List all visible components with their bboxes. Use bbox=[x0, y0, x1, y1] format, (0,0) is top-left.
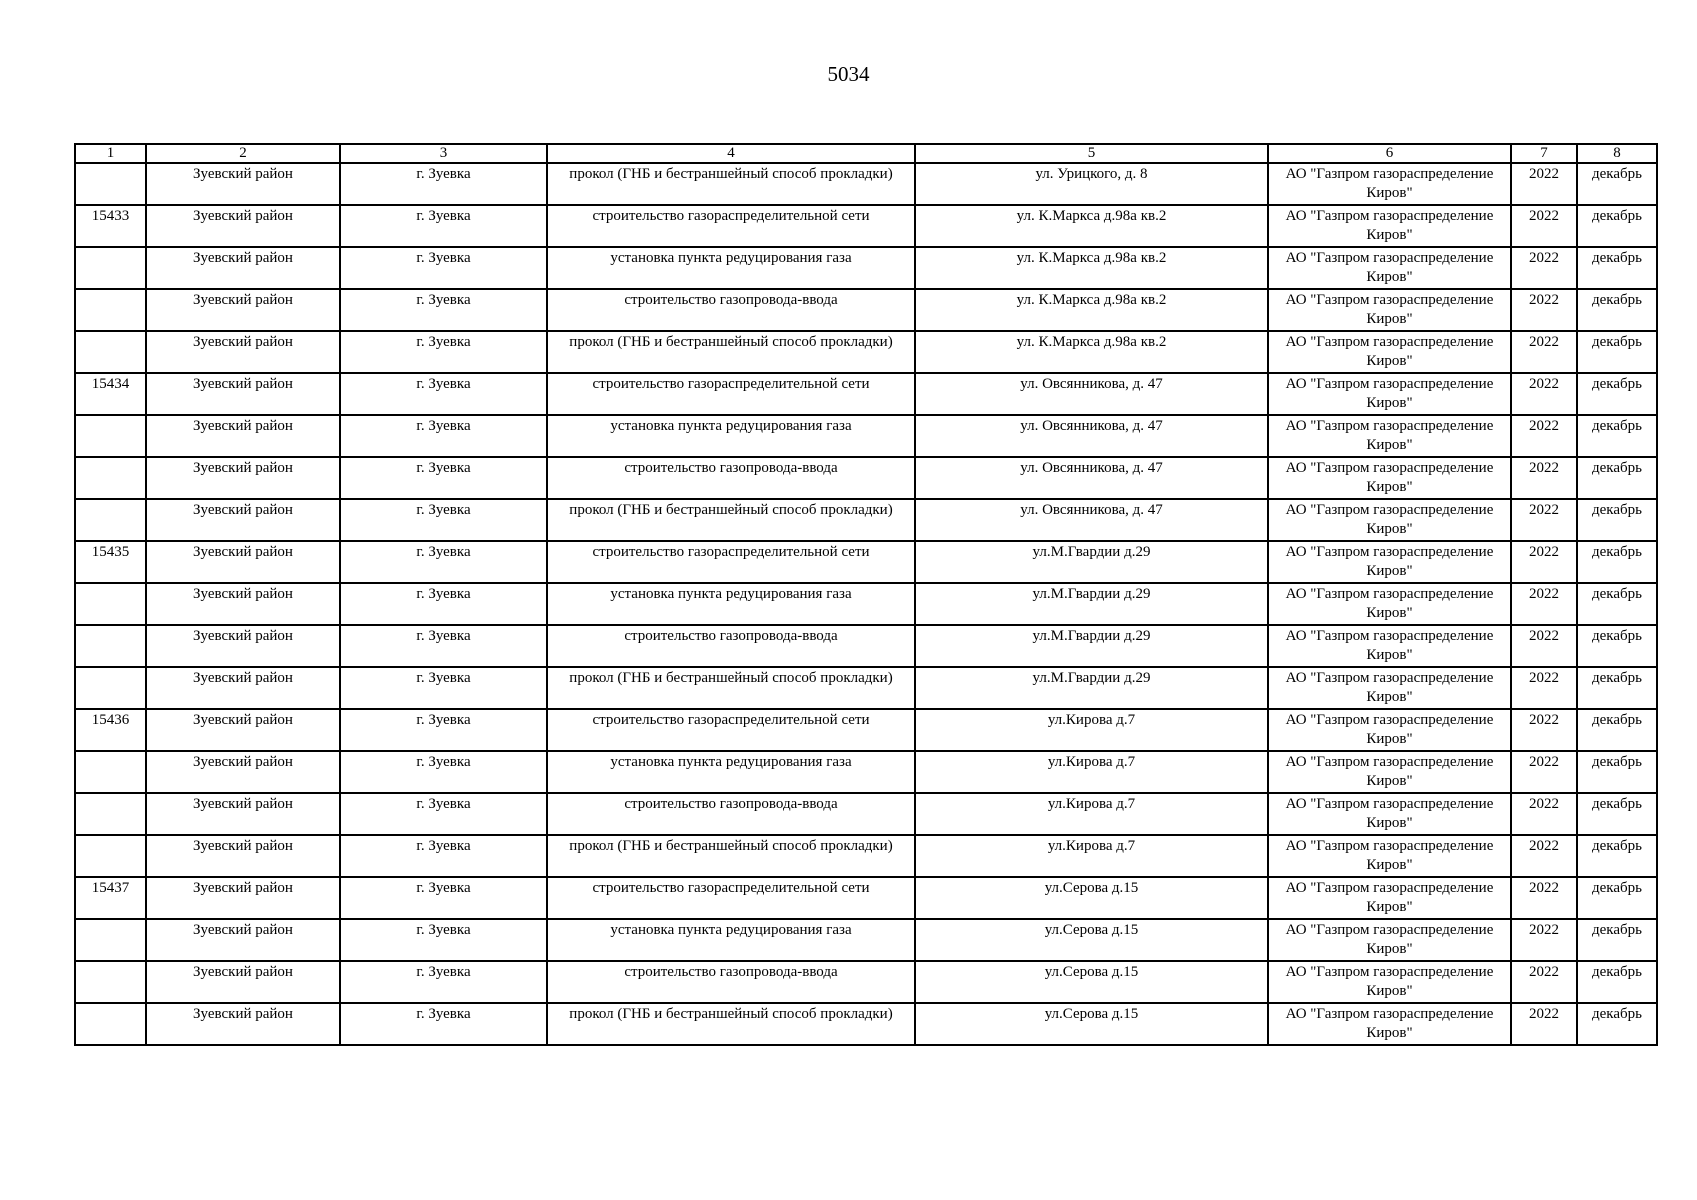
cell-locality: г. Зуевка bbox=[340, 709, 547, 751]
cell-month: декабрь bbox=[1577, 583, 1657, 625]
cell-year: 2022 bbox=[1511, 961, 1577, 1003]
table-row bbox=[75, 835, 1657, 877]
cell-district: Зуевский район bbox=[146, 289, 340, 331]
cell-month: декабрь bbox=[1577, 1003, 1657, 1045]
cell-work-type: строительство газораспределительной сети bbox=[547, 709, 915, 751]
cell-organization: АО "Газпром газораспределение Киров" bbox=[1268, 415, 1511, 457]
cell-year: 2022 bbox=[1511, 877, 1577, 919]
cell-district: Зуевский район bbox=[146, 247, 340, 289]
cell-address: ул. Урицкого, д. 8 bbox=[915, 163, 1268, 205]
cell-work-type: строительство газораспределительной сети bbox=[547, 877, 915, 919]
cell-organization: АО "Газпром газораспределение Киров" bbox=[1268, 709, 1511, 751]
cell-month: декабрь bbox=[1577, 919, 1657, 961]
cell-number: 15434 bbox=[75, 373, 146, 415]
cell-work-type: прокол (ГНБ и бестраншейный способ прокладки) bbox=[547, 331, 915, 373]
cell-year: 2022 bbox=[1511, 667, 1577, 709]
cell-address: ул.Серова д.15 bbox=[915, 877, 1268, 919]
cell-number: 15437 bbox=[75, 877, 146, 919]
cell-address: ул.М.Гвардии д.29 bbox=[915, 667, 1268, 709]
cell-month: декабрь bbox=[1577, 961, 1657, 1003]
header-cell-3: 3 bbox=[340, 144, 547, 163]
cell-work-type: строительство газопровода-ввода bbox=[547, 289, 915, 331]
cell-month: декабрь bbox=[1577, 877, 1657, 919]
cell-year: 2022 bbox=[1511, 457, 1577, 499]
cell-locality: г. Зуевка bbox=[340, 667, 547, 709]
cell-district: Зуевский район bbox=[146, 331, 340, 373]
cell-organization: АО "Газпром газораспределение Киров" bbox=[1268, 667, 1511, 709]
cell-organization: АО "Газпром газораспределение Киров" bbox=[1268, 835, 1511, 877]
cell-district: Зуевский район bbox=[146, 625, 340, 667]
cell-month: декабрь bbox=[1577, 373, 1657, 415]
header-cell-2: 2 bbox=[146, 144, 340, 163]
table-row bbox=[75, 499, 1657, 541]
cell-number: 15436 bbox=[75, 709, 146, 751]
cell-work-type: строительство газораспределительной сети bbox=[547, 205, 915, 247]
cell-year: 2022 bbox=[1511, 625, 1577, 667]
cell-organization: АО "Газпром газораспределение Киров" bbox=[1268, 877, 1511, 919]
cell-district: Зуевский район bbox=[146, 793, 340, 835]
cell-year: 2022 bbox=[1511, 1003, 1577, 1045]
cell-organization: АО "Газпром газораспределение Киров" bbox=[1268, 373, 1511, 415]
table-row bbox=[75, 1003, 1657, 1045]
cell-month: декабрь bbox=[1577, 247, 1657, 289]
cell-work-type: установка пункта редуцирования газа bbox=[547, 919, 915, 961]
header-cell-1: 1 bbox=[75, 144, 146, 163]
table-row bbox=[75, 163, 1657, 205]
cell-district: Зуевский район bbox=[146, 919, 340, 961]
cell-number: 15435 bbox=[75, 541, 146, 583]
cell-year: 2022 bbox=[1511, 541, 1577, 583]
cell-year: 2022 bbox=[1511, 751, 1577, 793]
cell-locality: г. Зуевка bbox=[340, 877, 547, 919]
header-row bbox=[75, 144, 1657, 163]
cell-address: ул.М.Гвардии д.29 bbox=[915, 583, 1268, 625]
cell-address: ул. Овсянникова, д. 47 bbox=[915, 499, 1268, 541]
cell-work-type: установка пункта редуцирования газа bbox=[547, 247, 915, 289]
cell-number: 15433 bbox=[75, 205, 146, 247]
cell-work-type: прокол (ГНБ и бестраншейный способ прокладки) bbox=[547, 163, 915, 205]
table-row bbox=[75, 667, 1657, 709]
cell-district: Зуевский район bbox=[146, 373, 340, 415]
table-row bbox=[75, 415, 1657, 457]
cell-district: Зуевский район bbox=[146, 583, 340, 625]
table-row bbox=[75, 919, 1657, 961]
cell-organization: АО "Газпром газораспределение Киров" bbox=[1268, 919, 1511, 961]
cell-year: 2022 bbox=[1511, 793, 1577, 835]
cell-organization: АО "Газпром газораспределение Киров" bbox=[1268, 163, 1511, 205]
cell-address: ул. К.Маркса д.98а кв.2 bbox=[915, 247, 1268, 289]
table-body bbox=[75, 163, 1657, 1045]
header-cell-6: 6 bbox=[1268, 144, 1511, 163]
cell-address: ул.Кирова д.7 bbox=[915, 751, 1268, 793]
cell-work-type: строительство газопровода-ввода bbox=[547, 793, 915, 835]
cell-address: ул. Овсянникова, д. 47 bbox=[915, 415, 1268, 457]
registry-table bbox=[74, 143, 1658, 1046]
cell-year: 2022 bbox=[1511, 163, 1577, 205]
cell-work-type: установка пункта редуцирования газа bbox=[547, 751, 915, 793]
cell-number bbox=[75, 499, 146, 541]
cell-organization: АО "Газпром газораспределение Киров" bbox=[1268, 205, 1511, 247]
cell-address: ул.М.Гвардии д.29 bbox=[915, 625, 1268, 667]
cell-number bbox=[75, 667, 146, 709]
cell-work-type: установка пункта редуцирования газа bbox=[547, 415, 915, 457]
cell-locality: г. Зуевка bbox=[340, 457, 547, 499]
cell-number bbox=[75, 247, 146, 289]
cell-year: 2022 bbox=[1511, 499, 1577, 541]
cell-month: декабрь bbox=[1577, 541, 1657, 583]
cell-locality: г. Зуевка bbox=[340, 751, 547, 793]
cell-organization: АО "Газпром газораспределение Киров" bbox=[1268, 1003, 1511, 1045]
cell-district: Зуевский район bbox=[146, 541, 340, 583]
cell-district: Зуевский район bbox=[146, 499, 340, 541]
page-number: 5034 bbox=[827, 62, 870, 86]
cell-month: декабрь bbox=[1577, 835, 1657, 877]
cell-locality: г. Зуевка bbox=[340, 331, 547, 373]
cell-organization: АО "Газпром газораспределение Киров" bbox=[1268, 289, 1511, 331]
cell-month: декабрь bbox=[1577, 667, 1657, 709]
cell-year: 2022 bbox=[1511, 289, 1577, 331]
cell-locality: г. Зуевка bbox=[340, 163, 547, 205]
cell-work-type: строительство газораспределительной сети bbox=[547, 541, 915, 583]
table-row bbox=[75, 457, 1657, 499]
cell-locality: г. Зуевка bbox=[340, 583, 547, 625]
cell-month: декабрь bbox=[1577, 415, 1657, 457]
cell-locality: г. Зуевка bbox=[340, 835, 547, 877]
cell-organization: АО "Газпром газораспределение Киров" bbox=[1268, 793, 1511, 835]
cell-year: 2022 bbox=[1511, 205, 1577, 247]
cell-work-type: строительство газопровода-ввода bbox=[547, 457, 915, 499]
cell-organization: АО "Газпром газораспределение Киров" bbox=[1268, 331, 1511, 373]
cell-district: Зуевский район bbox=[146, 163, 340, 205]
cell-address: ул.Кирова д.7 bbox=[915, 793, 1268, 835]
cell-year: 2022 bbox=[1511, 415, 1577, 457]
table-row bbox=[75, 373, 1657, 415]
cell-work-type: прокол (ГНБ и бестраншейный способ прокладки) bbox=[547, 1003, 915, 1045]
table-row bbox=[75, 625, 1657, 667]
cell-district: Зуевский район bbox=[146, 877, 340, 919]
cell-address: ул. Овсянникова, д. 47 bbox=[915, 457, 1268, 499]
table-row bbox=[75, 247, 1657, 289]
cell-locality: г. Зуевка bbox=[340, 541, 547, 583]
cell-month: декабрь bbox=[1577, 163, 1657, 205]
table-row bbox=[75, 709, 1657, 751]
table-row bbox=[75, 751, 1657, 793]
cell-number bbox=[75, 163, 146, 205]
cell-address: ул. К.Маркса д.98а кв.2 bbox=[915, 205, 1268, 247]
cell-month: декабрь bbox=[1577, 331, 1657, 373]
cell-number bbox=[75, 835, 146, 877]
cell-locality: г. Зуевка bbox=[340, 1003, 547, 1045]
cell-district: Зуевский район bbox=[146, 667, 340, 709]
table-row bbox=[75, 583, 1657, 625]
cell-locality: г. Зуевка bbox=[340, 961, 547, 1003]
cell-work-type: строительство газораспределительной сети bbox=[547, 373, 915, 415]
cell-month: декабрь bbox=[1577, 289, 1657, 331]
table-row bbox=[75, 289, 1657, 331]
cell-number bbox=[75, 751, 146, 793]
cell-district: Зуевский район bbox=[146, 205, 340, 247]
cell-district: Зуевский район bbox=[146, 1003, 340, 1045]
cell-number bbox=[75, 919, 146, 961]
cell-organization: АО "Газпром газораспределение Киров" bbox=[1268, 583, 1511, 625]
cell-district: Зуевский район bbox=[146, 751, 340, 793]
table-row bbox=[75, 793, 1657, 835]
cell-district: Зуевский район bbox=[146, 415, 340, 457]
cell-year: 2022 bbox=[1511, 331, 1577, 373]
cell-address: ул.Кирова д.7 bbox=[915, 709, 1268, 751]
cell-number bbox=[75, 625, 146, 667]
cell-organization: АО "Газпром газораспределение Киров" bbox=[1268, 541, 1511, 583]
cell-locality: г. Зуевка bbox=[340, 919, 547, 961]
cell-year: 2022 bbox=[1511, 373, 1577, 415]
cell-district: Зуевский район bbox=[146, 709, 340, 751]
table-row bbox=[75, 331, 1657, 373]
cell-address: ул.Серова д.15 bbox=[915, 961, 1268, 1003]
cell-work-type: установка пункта редуцирования газа bbox=[547, 583, 915, 625]
table-row bbox=[75, 877, 1657, 919]
cell-locality: г. Зуевка bbox=[340, 205, 547, 247]
header-cell-5: 5 bbox=[915, 144, 1268, 163]
cell-locality: г. Зуевка bbox=[340, 625, 547, 667]
cell-month: декабрь bbox=[1577, 793, 1657, 835]
cell-month: декабрь bbox=[1577, 499, 1657, 541]
table-header bbox=[75, 144, 1657, 163]
cell-month: декабрь bbox=[1577, 751, 1657, 793]
cell-number bbox=[75, 415, 146, 457]
cell-month: декабрь bbox=[1577, 625, 1657, 667]
cell-work-type: прокол (ГНБ и бестраншейный способ прокладки) bbox=[547, 499, 915, 541]
cell-number bbox=[75, 1003, 146, 1045]
cell-address: ул.Серова д.15 bbox=[915, 919, 1268, 961]
cell-work-type: строительство газопровода-ввода bbox=[547, 961, 915, 1003]
cell-locality: г. Зуевка bbox=[340, 289, 547, 331]
cell-organization: АО "Газпром газораспределение Киров" bbox=[1268, 625, 1511, 667]
cell-address: ул. К.Маркса д.98а кв.2 bbox=[915, 289, 1268, 331]
header-cell-8: 8 bbox=[1577, 144, 1657, 163]
cell-locality: г. Зуевка bbox=[340, 415, 547, 457]
header-cell-4: 4 bbox=[547, 144, 915, 163]
cell-district: Зуевский район bbox=[146, 835, 340, 877]
cell-organization: АО "Газпром газораспределение Киров" bbox=[1268, 457, 1511, 499]
cell-address: ул. Овсянникова, д. 47 bbox=[915, 373, 1268, 415]
cell-organization: АО "Газпром газораспределение Киров" bbox=[1268, 961, 1511, 1003]
cell-district: Зуевский район bbox=[146, 961, 340, 1003]
cell-number bbox=[75, 961, 146, 1003]
cell-locality: г. Зуевка bbox=[340, 373, 547, 415]
cell-year: 2022 bbox=[1511, 919, 1577, 961]
cell-organization: АО "Газпром газораспределение Киров" bbox=[1268, 751, 1511, 793]
cell-organization: АО "Газпром газораспределение Киров" bbox=[1268, 499, 1511, 541]
cell-month: декабрь bbox=[1577, 205, 1657, 247]
cell-number bbox=[75, 793, 146, 835]
cell-month: декабрь bbox=[1577, 457, 1657, 499]
header-cell-7: 7 bbox=[1511, 144, 1577, 163]
cell-locality: г. Зуевка bbox=[340, 499, 547, 541]
cell-organization: АО "Газпром газораспределение Киров" bbox=[1268, 247, 1511, 289]
cell-year: 2022 bbox=[1511, 835, 1577, 877]
cell-work-type: строительство газопровода-ввода bbox=[547, 625, 915, 667]
cell-year: 2022 bbox=[1511, 583, 1577, 625]
cell-number bbox=[75, 457, 146, 499]
cell-number bbox=[75, 289, 146, 331]
cell-work-type: прокол (ГНБ и бестраншейный способ прокладки) bbox=[547, 835, 915, 877]
cell-number bbox=[75, 331, 146, 373]
cell-locality: г. Зуевка bbox=[340, 793, 547, 835]
cell-work-type: прокол (ГНБ и бестраншейный способ прокладки) bbox=[547, 667, 915, 709]
table-row bbox=[75, 961, 1657, 1003]
cell-address: ул.Кирова д.7 bbox=[915, 835, 1268, 877]
cell-year: 2022 bbox=[1511, 247, 1577, 289]
table-row bbox=[75, 205, 1657, 247]
cell-address: ул.Серова д.15 bbox=[915, 1003, 1268, 1045]
cell-address: ул.М.Гвардии д.29 bbox=[915, 541, 1268, 583]
table-row bbox=[75, 541, 1657, 583]
cell-address: ул. К.Маркса д.98а кв.2 bbox=[915, 331, 1268, 373]
cell-district: Зуевский район bbox=[146, 457, 340, 499]
cell-year: 2022 bbox=[1511, 709, 1577, 751]
cell-locality: г. Зуевка bbox=[340, 247, 547, 289]
cell-number bbox=[75, 583, 146, 625]
cell-month: декабрь bbox=[1577, 709, 1657, 751]
